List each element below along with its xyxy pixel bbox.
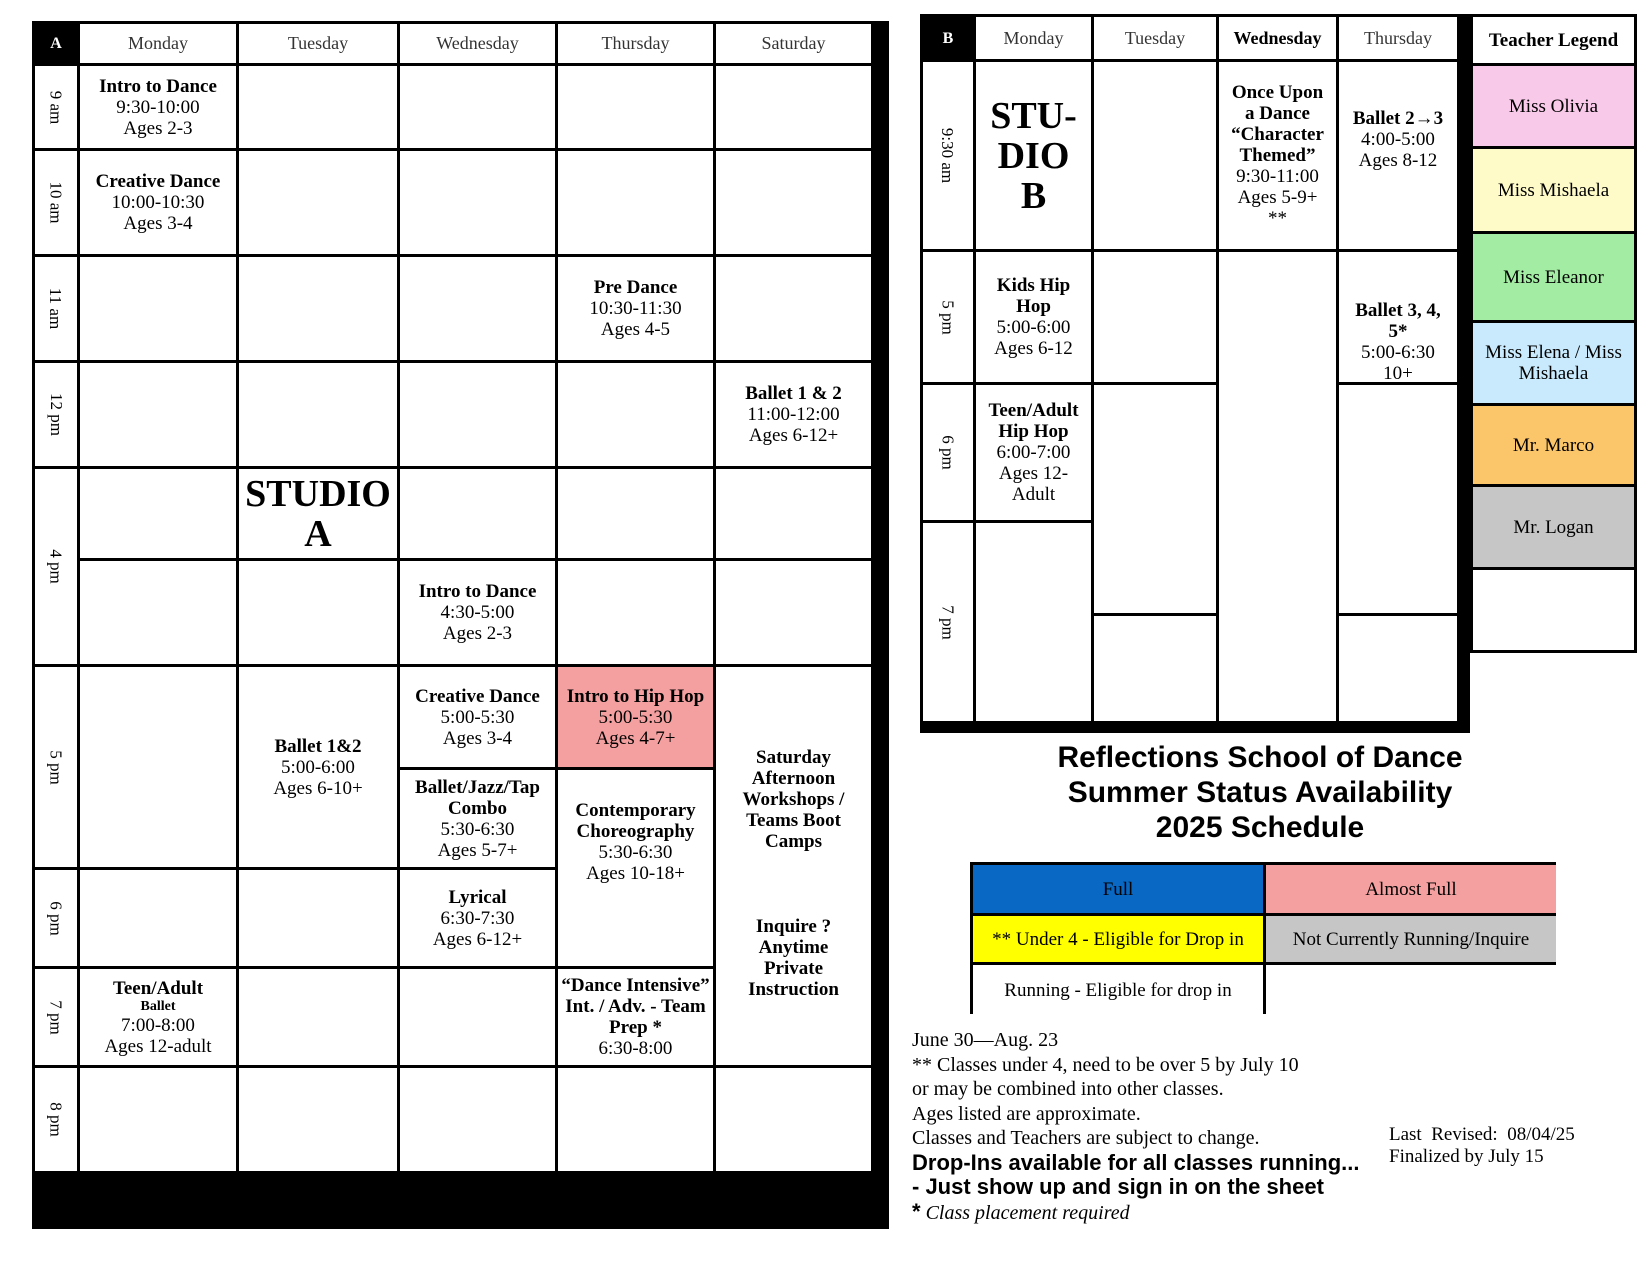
time-6pm: 6 pm — [35, 870, 77, 966]
class-thu-intro-hip-hop: Intro to Hip Hop 5:00-5:30 Ages 4-7+ — [558, 667, 713, 767]
time-b-5pm: 5 pm — [923, 252, 973, 382]
empty-cell — [239, 1068, 397, 1171]
notes-dropins: Drop-Ins available for all classes running... — [912, 1149, 1360, 1175]
empty-cell — [558, 1068, 713, 1171]
header-thursday: Thursday — [558, 24, 713, 63]
notes-line4: Classes and Teachers are subject to change. — [912, 1127, 1260, 1149]
class-sat-workshops: Saturday Afternoon Workshops / Teams Boot Camps Inquire ? Anytime Private Instruction — [716, 667, 871, 1065]
class-sat-ballet-1-2: Ballet 1 & 2 11:00-12:00 Ages 6-12+ — [716, 363, 871, 466]
empty-cell — [239, 969, 397, 1065]
empty-cell — [1094, 616, 1216, 721]
header-monday: Monday — [80, 24, 236, 63]
empty-cell — [80, 561, 236, 664]
empty-cell — [80, 469, 236, 558]
legend-miss-eleanor: Miss Eleanor — [1473, 234, 1634, 320]
empty-cell — [80, 1068, 236, 1171]
class-mon-creative-dance: Creative Dance 10:00-10:30 Ages 3-4 — [80, 151, 236, 254]
time-12pm: 12 pm — [35, 363, 77, 466]
teacher-legend — [1470, 14, 1637, 653]
time-8pm: 8 pm — [35, 1068, 77, 1171]
status-under-4: ** Under 4 - Eligible for Drop in — [973, 916, 1263, 962]
studio-b-corner: B — [923, 17, 973, 59]
empty-cell — [716, 561, 871, 664]
legend-miss-olivia: Miss Olivia — [1473, 66, 1634, 146]
class-thu-pre-dance: Pre Dance 10:30-11:30 Ages 4-5 — [558, 257, 713, 360]
notes-line3: Ages listed are approximate. — [912, 1102, 1141, 1125]
class-tue-ballet-1-2: Ballet 1&2 5:00-6:00 Ages 6-10+ — [239, 667, 397, 867]
class-wed-ballet-jazz-tap: Ballet/Jazz/Tap Combo 5:30-6:30 Ages 5-7+ — [400, 770, 555, 867]
empty-cell — [558, 561, 713, 664]
class-wed-creative-dance: Creative Dance 5:00-5:30 Ages 3-4 — [400, 667, 555, 767]
studio-b-label: STU- DIO B — [976, 62, 1091, 249]
empty-cell — [400, 1068, 555, 1171]
empty-cell — [80, 870, 236, 966]
studio-b-schedule — [920, 14, 1470, 733]
empty-cell — [558, 66, 713, 148]
empty-cell — [1219, 252, 1336, 721]
empty-cell — [558, 363, 713, 466]
class-mon-teen-adult-ballet: Teen/Adult Ballet 7:00-8:00 Ages 12-adult — [80, 969, 236, 1065]
empty-cell — [400, 66, 555, 148]
finalized-date: Finalized by July 15 — [1389, 1146, 1544, 1167]
legend-empty — [1473, 570, 1634, 650]
empty-cell — [80, 257, 236, 360]
empty-cell — [716, 151, 871, 254]
class-wed-intro-to-dance: Intro to Dance 4:30-5:00 Ages 2-3 — [400, 561, 555, 664]
empty-cell — [239, 257, 397, 360]
status-empty — [1266, 965, 1556, 1015]
empty-cell — [239, 66, 397, 148]
class-b-thu-ballet-2-3: Ballet 2→3 4:00-5:00 Ages 8-12 — [1339, 62, 1457, 249]
class-wed-lyrical: Lyrical 6:30-7:30 Ages 6-12+ — [400, 870, 555, 966]
class-b-mon-teen-hip-hop: Teen/Adult Hip Hop 6:00-7:00 Ages 12- Adult — [976, 385, 1091, 520]
time-7pm: 7 pm — [35, 969, 77, 1065]
status-legend — [970, 862, 1556, 1014]
header-wednesday: Wednesday — [400, 24, 555, 63]
empty-cell — [976, 523, 1091, 721]
time-9am: 9 am — [35, 66, 77, 148]
empty-cell — [1094, 385, 1216, 613]
studio-a-corner: A — [35, 24, 77, 63]
empty-cell — [239, 363, 397, 466]
legend-title: Teacher Legend — [1473, 17, 1634, 63]
class-b-wed-once-upon-a-dance: Once Upon a Dance “Character Themed” 9:30-11:00 Ages 5-9+ ** — [1219, 62, 1336, 249]
empty-cell — [716, 1068, 871, 1171]
notes-signin: - Just show up and sign in on the sheet — [912, 1174, 1324, 1199]
empty-cell — [716, 257, 871, 360]
studio-a-schedule — [32, 21, 889, 1229]
status-almost-full: Almost Full — [1266, 865, 1556, 913]
empty-cell — [400, 363, 555, 466]
empty-cell — [716, 469, 871, 558]
time-5pm: 5 pm — [35, 667, 77, 867]
empty-cell — [400, 151, 555, 254]
header-b-wednesday: Wednesday — [1219, 17, 1336, 59]
notes-placement: * Class placement required — [912, 1198, 1130, 1224]
legend-miss-mishaela: Miss Mishaela — [1473, 149, 1634, 231]
class-b-mon-kids-hip-hop: Kids Hip Hop 5:00-6:00 Ages 6-12 — [976, 252, 1091, 382]
empty-cell — [400, 257, 555, 360]
empty-cell — [239, 561, 397, 664]
time-10am: 10 am — [35, 151, 77, 254]
header-tuesday: Tuesday — [239, 24, 397, 63]
time-4pm: 4 pm — [35, 469, 77, 664]
legend-mr-marco: Mr. Marco — [1473, 406, 1634, 484]
notes-dates: June 30—Aug. 23 — [912, 1029, 1059, 1051]
empty-cell — [1339, 616, 1457, 721]
empty-cell — [239, 870, 397, 966]
empty-cell — [558, 151, 713, 254]
empty-cell — [558, 469, 713, 558]
empty-cell — [80, 363, 236, 466]
header-b-monday: Monday — [976, 17, 1091, 59]
class-mon-intro-to-dance: Intro to Dance 9:30-10:00 Ages 2-3 — [80, 66, 236, 148]
empty-cell — [716, 66, 871, 148]
class-thu-contemporary: Contemporary Choreography 5:30-6:30 Ages 10-18+ — [558, 770, 713, 966]
schedule-notes — [912, 1028, 1359, 1225]
notes-line2: or may be combined into other classes. — [912, 1078, 1224, 1100]
legend-mr-logan: Mr. Logan — [1473, 487, 1634, 567]
empty-cell — [239, 151, 397, 254]
revision-info — [1389, 1124, 1575, 1168]
empty-cell — [1339, 385, 1457, 613]
last-revised: Last Revised: 08/04/25 — [1389, 1124, 1575, 1145]
empty-cell — [80, 667, 236, 867]
status-running: Running - Eligible for drop in — [973, 965, 1263, 1015]
schedule-title: Reflections School of Dance Summer Status Availability 2025 Schedule — [1057, 741, 1463, 844]
status-not-running: Not Currently Running/Inquire — [1266, 916, 1556, 962]
empty-cell — [1094, 252, 1216, 382]
notes-line1: ** Classes under 4, need to be over 5 by July 10 — [912, 1053, 1299, 1076]
time-b-930am: 9:30 am — [923, 62, 973, 249]
time-b-7pm: 7 pm — [923, 523, 973, 721]
header-saturday: Saturday — [716, 24, 871, 63]
empty-cell — [400, 969, 555, 1065]
empty-cell — [400, 469, 555, 558]
class-thu-dance-intensive: “Dance Intensive” Int. / Adv. - Team Prep * 6:30-8:00 — [558, 969, 713, 1065]
empty-cell — [1094, 62, 1216, 249]
time-11am: 11 am — [35, 257, 77, 360]
status-full: Full — [973, 865, 1263, 913]
time-b-6pm: 6 pm — [923, 385, 973, 520]
studio-a-label: STUDIO A — [239, 469, 397, 558]
header-b-tuesday: Tuesday — [1094, 17, 1216, 59]
class-b-thu-ballet-3-4-5: Ballet 3, 4, 5* 5:00-6:30 10+ — [1339, 252, 1457, 382]
legend-miss-elena-mishaela: Miss Elena / Miss Mishaela — [1473, 323, 1634, 403]
header-b-thursday: Thursday — [1339, 17, 1457, 59]
